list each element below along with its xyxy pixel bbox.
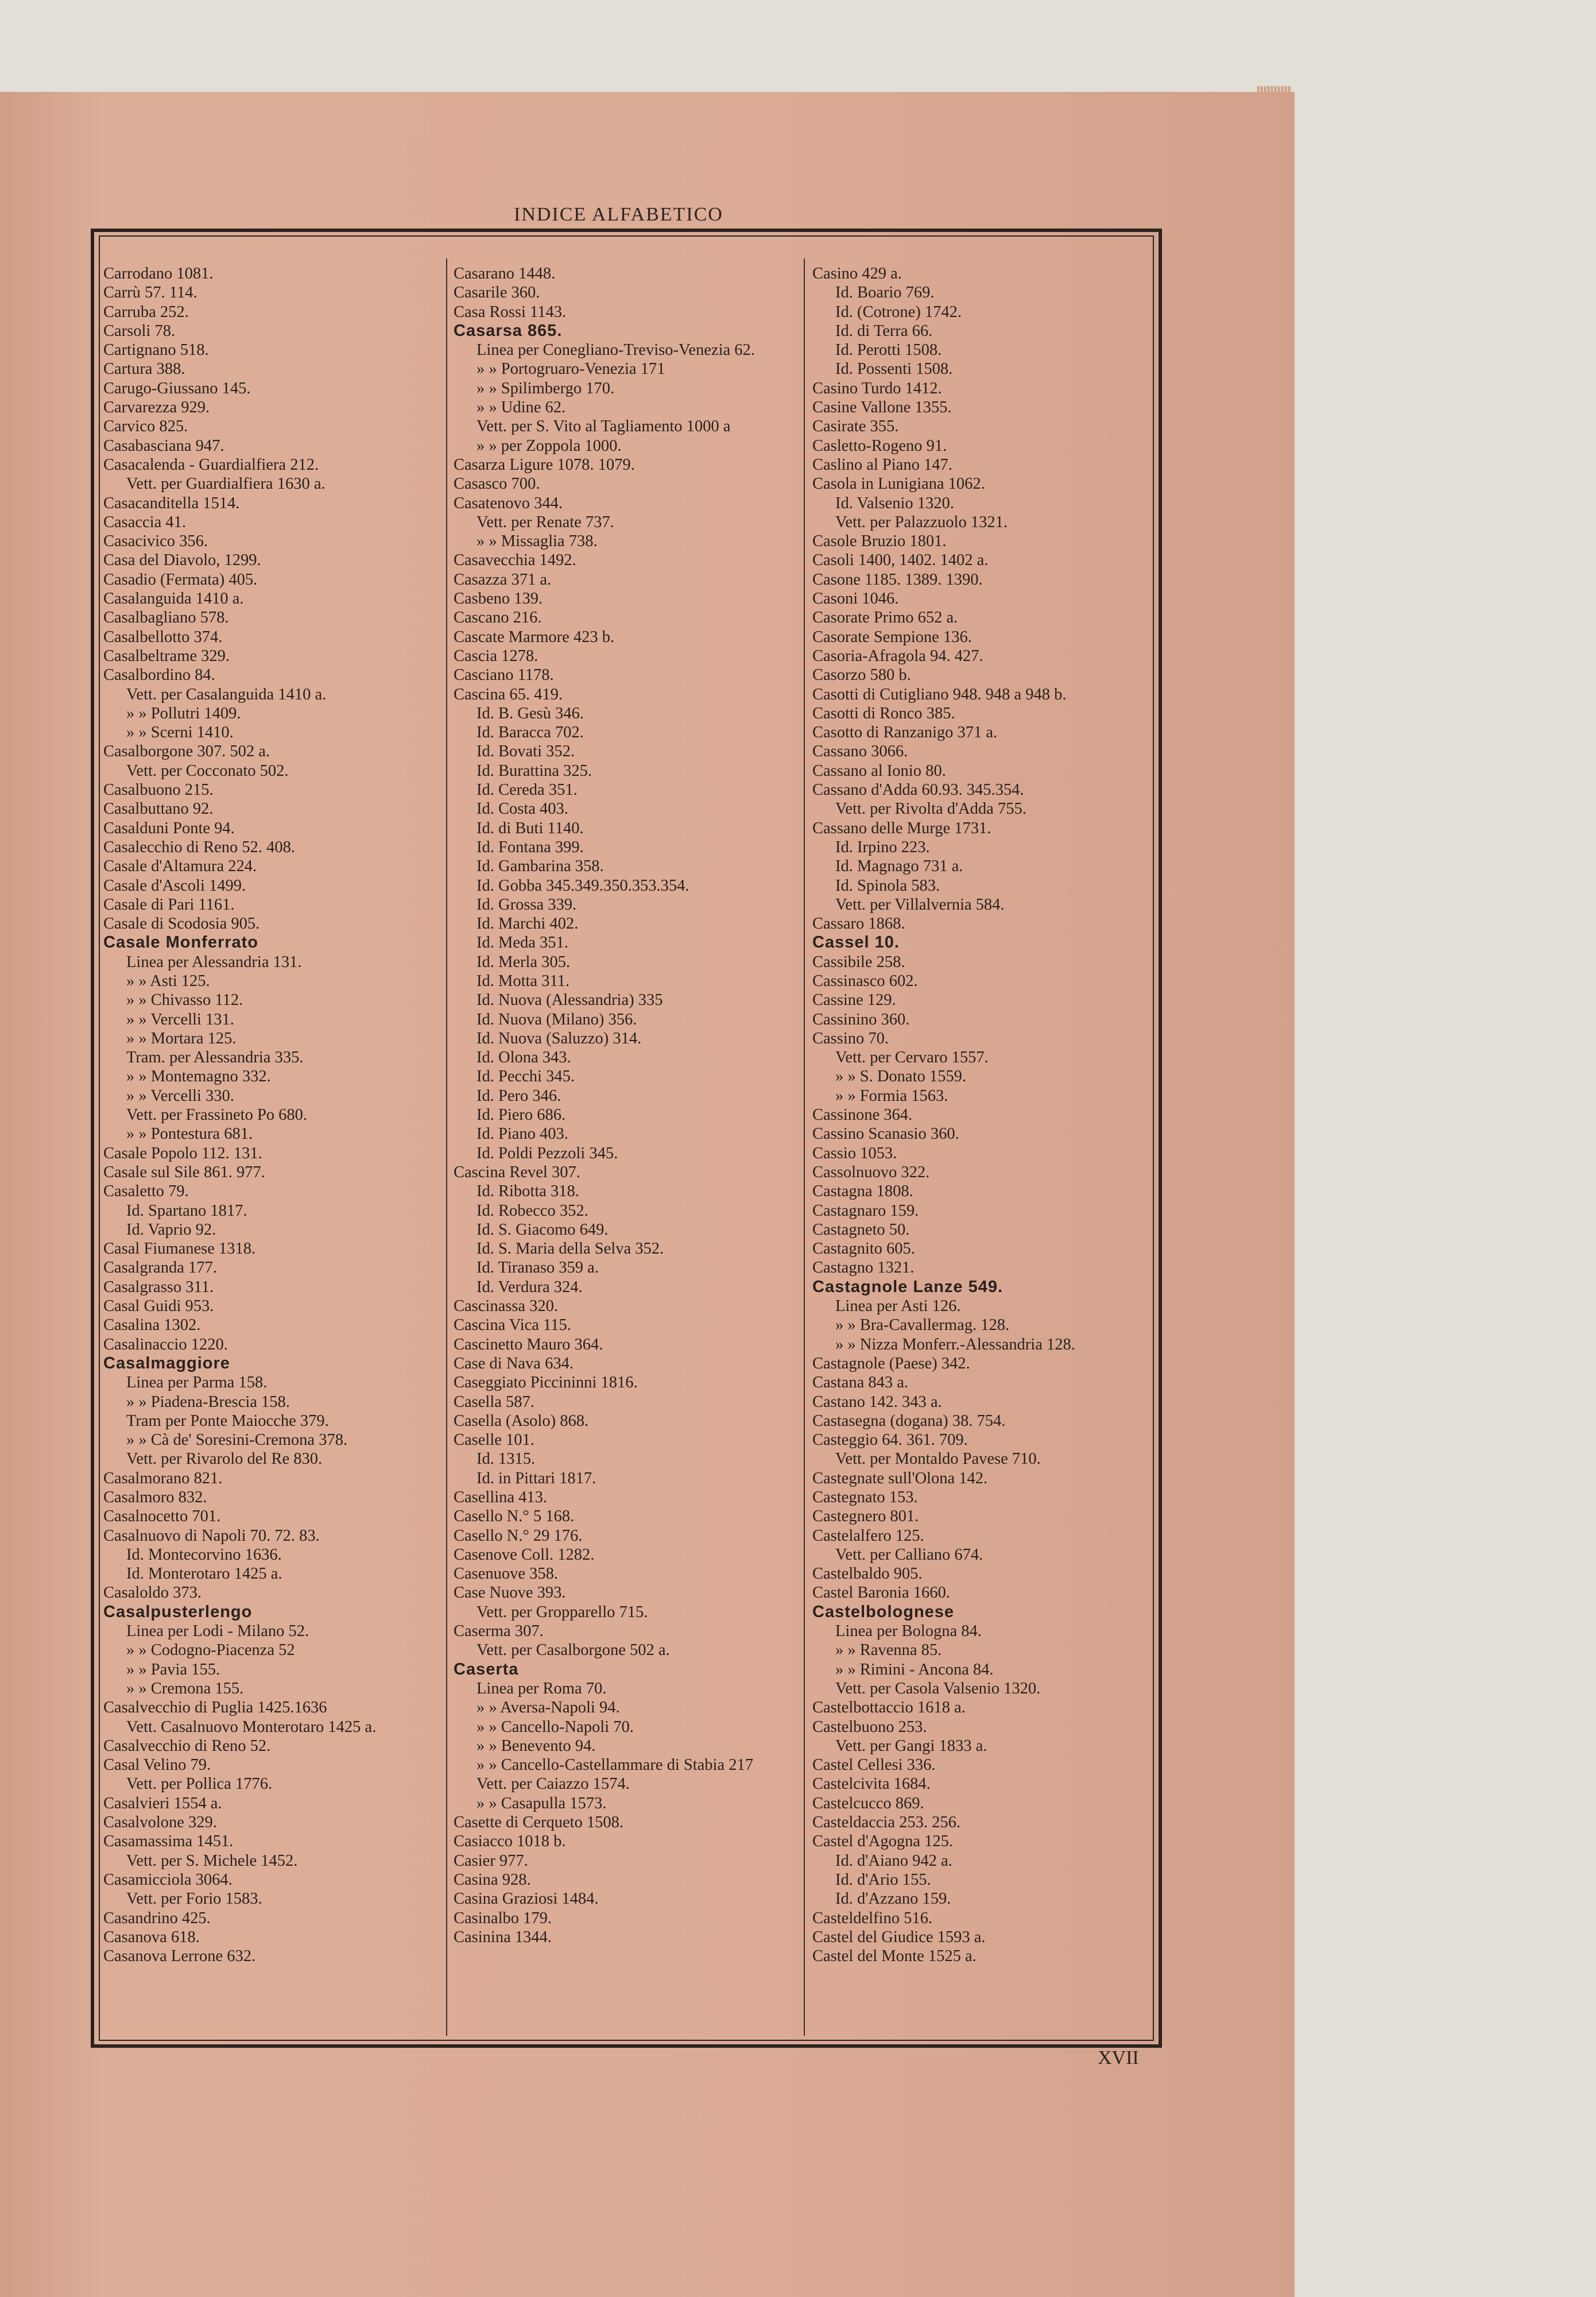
index-entry: Id. Gambarina 358. xyxy=(477,857,604,876)
index-entry: Id. Nuova (Saluzzo) 314. xyxy=(477,1029,642,1047)
index-entry: Id. Perotti 1508. xyxy=(835,341,942,359)
index-entry: Cartignano 518. xyxy=(103,341,209,359)
index-entry: Caselle 101. xyxy=(454,1431,534,1449)
index-entry: Casarile 360. xyxy=(454,284,540,302)
index-entry: Castelbaldo 905. xyxy=(812,1565,923,1583)
index-entry: Castagnito 605. xyxy=(812,1240,915,1258)
index-entry: Casal Velino 79. xyxy=(103,1756,211,1774)
index-entry: Casaloldo 373. xyxy=(103,1584,202,1602)
index-entry: Cassano delle Murge 1731. xyxy=(812,819,991,837)
index-entry: Cassino 70. xyxy=(812,1029,889,1047)
index-entry: Castelbolognese xyxy=(812,1602,955,1621)
index-entry: Casette di Cerqueto 1508. xyxy=(454,1813,624,1832)
index-entry: Casine Vallone 1355. xyxy=(812,399,952,417)
index-entry: Vett. per Rivarolo del Re 830. xyxy=(126,1450,323,1468)
index-entry: Id. Burattina 325. xyxy=(477,761,592,780)
index-entry: Caseggiato Piccininni 1816. xyxy=(454,1374,638,1392)
index-entry: Carvarezza 929. xyxy=(103,399,210,417)
index-entry: Casarsa 865. xyxy=(454,321,563,340)
index-entry: Casorate Sempione 136. xyxy=(812,628,972,646)
index-entry: Id. di Buti 1140. xyxy=(477,819,584,837)
index-entry: » » Cancello-Napoli 70. xyxy=(477,1718,634,1736)
index-entry: Carugo-Giussano 145. xyxy=(103,379,251,397)
index-entry: Casalvolone 329. xyxy=(103,1813,217,1832)
index-entry: Linea per Parma 158. xyxy=(126,1374,268,1392)
index-entry: Vett. per Gangi 1833 a. xyxy=(835,1737,987,1755)
index-entry: Casino Turdo 1412. xyxy=(812,379,942,397)
index-entry: Id. Tiranaso 359 a. xyxy=(477,1259,599,1277)
index-entry: Vett. per Guardialfiera 1630 a. xyxy=(126,475,326,493)
index-entry: Casalvecchio di Puglia 1425.1636 xyxy=(103,1699,327,1717)
index-entry: Casazza 371 a. xyxy=(454,570,552,589)
column-rule-1 xyxy=(446,258,447,2036)
index-entry: Casalanguida 1410 a. xyxy=(103,590,244,608)
index-entry: Id. Motta 311. xyxy=(477,972,570,990)
index-entry: » » Benevento 94. xyxy=(477,1737,596,1755)
index-entry: Carsoli 78. xyxy=(103,322,176,340)
index-entry: Casorate Primo 652 a. xyxy=(812,609,958,627)
index-entry: Casone 1185. 1389. 1390. xyxy=(812,570,983,589)
index-entry: Casina 928. xyxy=(454,1870,531,1889)
index-entry: Castana 843 a. xyxy=(812,1374,908,1392)
index-entry: Id. d'Ario 155. xyxy=(835,1870,931,1889)
index-entry: » » Aversa-Napoli 94. xyxy=(477,1699,620,1717)
index-entry: Carvico 825. xyxy=(103,417,188,436)
index-entry: Vett. per Forio 1583. xyxy=(126,1890,262,1908)
index-entry: Castel Baronia 1660. xyxy=(812,1584,950,1602)
index-entry: Casarano 1448. xyxy=(454,265,556,283)
index-entry: Casatenovo 344. xyxy=(454,494,563,512)
index-entry: Id. Vaprio 92. xyxy=(126,1220,216,1239)
index-entry: Id. Boario 769. xyxy=(835,284,935,302)
index-entry: Casalbuono 215. xyxy=(103,781,214,799)
index-entry: Id. Piero 686. xyxy=(477,1106,566,1124)
index-entry: » » Mortara 125. xyxy=(126,1029,237,1047)
index-entry: Casalmoro 832. xyxy=(103,1488,207,1506)
index-entry: Casalbordino 84. xyxy=(103,666,215,685)
index-entry: Casello N.° 5 168. xyxy=(454,1507,575,1526)
index-entry: Castegnate sull'Olona 142. xyxy=(812,1469,988,1487)
index-entry: Casorzo 580 b. xyxy=(812,666,911,685)
index-entry: Cassinone 364. xyxy=(812,1106,913,1124)
index-entry: Casalborgone 307. 502 a. xyxy=(103,743,270,761)
index-entry: Linea per Conegliano-Treviso-Venezia 62. xyxy=(477,341,755,359)
index-entry: Casale di Scodosia 905. xyxy=(103,915,260,933)
index-entry: Casenuove 358. xyxy=(454,1565,559,1583)
index-entry: Id. d'Aiano 942 a. xyxy=(835,1851,952,1870)
index-entry: » » Formia 1563. xyxy=(835,1086,948,1105)
index-entry: Vett. per Rivolta d'Adda 755. xyxy=(835,800,1026,818)
index-entry: » » Piadena-Brescia 158. xyxy=(126,1393,290,1411)
index-entry: Casoria-Afragola 94. 427. xyxy=(812,647,983,665)
index-entry: Linea per Bologna 84. xyxy=(835,1622,982,1641)
index-entry: Cascia 1278. xyxy=(454,647,539,665)
index-entry: Castagnole Lanze 549. xyxy=(812,1277,1004,1296)
index-entry: Id. Verdura 324. xyxy=(477,1278,583,1296)
index-entry: Cascinassa 320. xyxy=(454,1297,559,1316)
index-entry: Casale Monferrato xyxy=(103,933,259,952)
index-entry: Cascate Marmore 423 b. xyxy=(454,628,615,646)
index-entry: Casbeno 139. xyxy=(454,590,543,608)
index-entry: Casamicciola 3064. xyxy=(103,1870,233,1889)
index-entry: Id. Bovati 352. xyxy=(477,743,575,761)
index-entry: Castagnaro 159. xyxy=(812,1201,919,1220)
index-entry: Id. Baracca 702. xyxy=(477,724,584,742)
index-entry: » » Cà de' Soresini-Cremona 378. xyxy=(126,1431,348,1449)
index-entry: Casotto di Ranzanigo 371 a. xyxy=(812,724,998,742)
index-entry: » » Udine 62. xyxy=(477,399,566,417)
index-entry: Carruba 252. xyxy=(103,303,189,321)
index-entry: Cassaro 1868. xyxy=(812,915,905,933)
index-entry: Cassio 1053. xyxy=(812,1144,897,1162)
index-entry: Vett. per Villalvernia 584. xyxy=(835,895,1005,914)
index-entry: Castel Cellesi 336. xyxy=(812,1756,936,1774)
index-entry: Castagnole (Paese) 342. xyxy=(812,1354,970,1372)
index-entry: Casale sul Sile 861. 977. xyxy=(103,1163,265,1181)
index-entry: Vett. per Casalborgone 502 a. xyxy=(477,1641,670,1660)
index-entry: Cascinetto Mauro 364. xyxy=(454,1335,603,1354)
index-entry: Cassinino 360. xyxy=(812,1010,910,1028)
index-column-1 xyxy=(103,264,439,2033)
index-entry: Casteldaccia 253. 256. xyxy=(812,1813,961,1832)
index-entry: Casalduni Ponte 94. xyxy=(103,819,235,837)
index-entry: Casoni 1046. xyxy=(812,590,899,608)
index-entry: Casalbeltrame 329. xyxy=(103,647,230,665)
index-entry: Castagneto 50. xyxy=(812,1220,910,1239)
index-entry: » » Cremona 155. xyxy=(126,1679,244,1697)
index-entry: Id. 1315. xyxy=(477,1450,536,1468)
index-entry: Cassino Scanasio 360. xyxy=(812,1125,959,1143)
index-entry: » » Codogno-Piacenza 52 xyxy=(126,1641,295,1660)
index-entry: Cascina 65. 419. xyxy=(454,685,563,703)
index-entry: Castagno 1321. xyxy=(812,1259,915,1277)
index-entry: Casotti di Cutigliano 948. 948 a 948 b. xyxy=(812,685,1067,703)
index-entry: Id. Valsenio 1320. xyxy=(835,494,954,512)
index-entry: Vett. per Casalanguida 1410 a. xyxy=(126,685,327,703)
index-entry: Cassano al Ionio 80. xyxy=(812,761,946,780)
index-entry: Casalmorano 821. xyxy=(103,1469,223,1487)
index-entry: Id. Marchi 402. xyxy=(477,915,579,933)
index-entry: Id. Gobba 345.349.350.353.354. xyxy=(477,876,689,895)
index-entry: Id. Merla 305. xyxy=(477,953,571,971)
index-entry: Id. Olona 343. xyxy=(477,1049,571,1067)
index-entry: Castel d'Agogna 125. xyxy=(812,1832,953,1851)
index-entry: » » S. Donato 1559. xyxy=(835,1068,966,1086)
index-entry: Id. Robecco 352. xyxy=(477,1201,588,1220)
index-entry: Vett. per Caiazzo 1574. xyxy=(477,1775,630,1793)
index-entry: Id. Cereda 351. xyxy=(477,781,578,799)
index-entry: Vett. per Pollica 1776. xyxy=(126,1775,273,1793)
index-entry: Casal Guidi 953. xyxy=(103,1297,214,1316)
index-entry: Linea per Asti 126. xyxy=(835,1297,961,1316)
index-entry: » » Chivasso 112. xyxy=(126,991,243,1010)
index-entry: Cascano 216. xyxy=(454,609,542,627)
index-entry: Vett. per Frassineto Po 680. xyxy=(126,1106,308,1124)
index-entry: Tram per Ponte Maiocche 379. xyxy=(126,1412,329,1430)
index-entry: Casciano 1178. xyxy=(454,666,554,685)
index-entry: » » per Zoppola 1000. xyxy=(477,436,622,455)
index-entry: Casinalbo 179. xyxy=(454,1909,552,1927)
index-entry: Casavecchia 1492. xyxy=(454,551,576,570)
index-entry: » » Rimini - Ancona 84. xyxy=(835,1660,994,1679)
index-entry: Id. Pecchi 345. xyxy=(477,1068,575,1086)
index-entry: Id. Meda 351. xyxy=(477,934,568,952)
index-entry: Case Nuove 393. xyxy=(454,1584,566,1602)
index-entry: Casalgrasso 311. xyxy=(103,1278,214,1296)
index-entry: » » Missaglia 738. xyxy=(477,532,598,551)
index-entry: Casteldelfino 516. xyxy=(812,1909,932,1927)
index-entry: Tram. per Alessandria 335. xyxy=(126,1049,304,1067)
index-entry: Id. (Cotrone) 1742. xyxy=(835,303,962,321)
index-entry: Casal Fiumanese 1318. xyxy=(103,1240,256,1258)
index-entry: Casacanditella 1514. xyxy=(103,494,240,512)
index-entry: Vett. per Casola Valsenio 1320. xyxy=(835,1679,1041,1697)
index-entry: Casale di Pari 1161. xyxy=(103,895,235,914)
index-entry: » » Pontestura 681. xyxy=(126,1125,253,1143)
index-entry: » » Pavia 155. xyxy=(126,1660,220,1679)
index-entry: Casoli 1400, 1402. 1402 a. xyxy=(812,551,989,570)
index-entry: Id. Spartano 1817. xyxy=(126,1201,247,1220)
index-entry: Casalgranda 177. xyxy=(103,1259,217,1277)
index-entry: Id. B. Gesù 346. xyxy=(477,704,584,722)
index-entry: Castano 142. 343 a. xyxy=(812,1393,942,1411)
index-entry: Casole Bruzio 1801. xyxy=(812,532,947,551)
index-entry: Casaletto 79. xyxy=(103,1182,189,1201)
index-entry: Id. Grossa 339. xyxy=(477,895,577,914)
index-entry: Casalbellotto 374. xyxy=(103,628,223,646)
index-entry: Id. Piano 403. xyxy=(477,1125,568,1143)
index-entry: Casalnocetto 701. xyxy=(103,1507,221,1526)
index-entry: Castel del Giudice 1593 a. xyxy=(812,1928,986,1946)
index-entry: Casale d'Ascoli 1499. xyxy=(103,876,246,895)
index-entry: Caserma 307. xyxy=(454,1622,544,1641)
index-entry: Carrodano 1081. xyxy=(103,265,214,283)
index-entry: Id. Nuova (Milano) 356. xyxy=(477,1010,637,1028)
index-entry: » » Pollutri 1409. xyxy=(126,704,241,722)
index-entry: Id. Pero 346. xyxy=(477,1086,561,1105)
index-entry: Vett. per Montaldo Pavese 710. xyxy=(835,1450,1041,1468)
index-entry: Casalecchio di Reno 52. 408. xyxy=(103,838,296,856)
index-entry: Casalbagliano 578. xyxy=(103,609,229,627)
index-entry: Id. Possenti 1508. xyxy=(835,360,953,378)
index-entry: Castegnero 801. xyxy=(812,1507,919,1526)
index-entry: » » Cancello-Castellammare di Stabia 217 xyxy=(477,1756,753,1774)
column-rule-2 xyxy=(804,258,805,2036)
index-entry: Casalina 1302. xyxy=(103,1316,201,1335)
index-entry: Id. Irpino 223. xyxy=(835,838,930,856)
index-entry: Id. Montecorvino 1636. xyxy=(126,1545,282,1564)
index-entry: Casiacco 1018 b. xyxy=(454,1832,566,1851)
index-entry: Vett. per Cocconato 502. xyxy=(126,761,289,780)
index-entry: Cassolnuovo 322. xyxy=(812,1163,930,1181)
index-entry: » » Asti 125. xyxy=(126,972,210,990)
index-entry: Casaccia 41. xyxy=(103,513,187,531)
index-entry: Castel del Monte 1525 a. xyxy=(812,1947,977,1966)
index-entry: Vett. per Gropparello 715. xyxy=(477,1603,648,1621)
index-entry: » » Vercelli 330. xyxy=(126,1086,234,1105)
index-entry: Id. Ribotta 318. xyxy=(477,1182,579,1201)
index-entry: Id. d'Azzano 159. xyxy=(835,1890,951,1908)
index-entry: » » Montemagno 332. xyxy=(126,1068,271,1086)
index-entry: Casello N.° 29 176. xyxy=(454,1526,583,1545)
index-entry: Vett. per Calliano 674. xyxy=(835,1545,983,1564)
index-entry: Cartura 388. xyxy=(103,360,185,378)
index-entry: Casalvecchio di Reno 52. xyxy=(103,1737,271,1755)
index-entry: Casale d'Altamura 224. xyxy=(103,857,257,876)
index-entry: Cassel 10. xyxy=(812,933,900,952)
index-entry: Vett. Casalnuovo Monterotaro 1425 a. xyxy=(126,1718,377,1736)
index-column-2 xyxy=(454,264,792,2033)
index-entry: Casa Rossi 1143. xyxy=(454,303,567,321)
index-entry: Cassano 3066. xyxy=(812,743,908,761)
index-entry: Casalvieri 1554 a. xyxy=(103,1794,222,1812)
index-entry: Casacivico 356. xyxy=(103,532,208,551)
index-entry: Casalmaggiore xyxy=(103,1354,230,1372)
index-entry: Id. Fontana 399. xyxy=(477,838,584,856)
index-entry: Casirate 355. xyxy=(812,417,899,436)
index-entry: Linea per Alessandria 131. xyxy=(126,953,302,971)
index-entry: Id. in Pittari 1817. xyxy=(477,1469,596,1487)
index-entry: Cassine 129. xyxy=(812,991,896,1010)
index-entry: Castasegna (dogana) 38. 754. xyxy=(812,1412,1006,1430)
index-entry: Id. Poldi Pezzoli 345. xyxy=(477,1144,618,1162)
index-entry: Casa del Diavolo, 1299. xyxy=(103,551,261,570)
index-entry: Castelbuono 253. xyxy=(812,1718,927,1736)
index-entry: Casotti di Ronco 385. xyxy=(812,704,955,722)
index-entry: Linea per Roma 70. xyxy=(477,1679,607,1697)
running-head: INDICE ALFABETICO xyxy=(514,204,723,225)
index-entry: » » Casapulla 1573. xyxy=(477,1794,607,1812)
index-entry: » » Ravenna 85. xyxy=(835,1641,942,1660)
index-entry: Casino 429 a. xyxy=(812,265,902,283)
index-entry: Id. S. Maria della Selva 352. xyxy=(477,1240,664,1258)
index-entry: Vett. per S. Michele 1452. xyxy=(126,1851,298,1870)
index-entry: Casarza Ligure 1078. 1079. xyxy=(454,455,635,474)
index-entry: » » Scerni 1410. xyxy=(126,724,234,742)
index-entry: Casadio (Fermata) 405. xyxy=(103,570,258,589)
index-entry: Vett. per Palazzuolo 1321. xyxy=(835,513,1008,531)
index-entry: Casandrino 425. xyxy=(103,1909,211,1927)
index-entry: Linea per Lodi - Milano 52. xyxy=(126,1622,309,1641)
index-entry: Id. di Terra 66. xyxy=(835,322,933,340)
index-entry: Caserta xyxy=(454,1660,519,1679)
index-entry: Cascina Vica 115. xyxy=(454,1316,571,1335)
index-entry: Casalinaccio 1220. xyxy=(103,1335,228,1354)
index-entry: Casella (Asolo) 868. xyxy=(454,1412,589,1430)
index-entry: Casalnuovo di Napoli 70. 72. 83. xyxy=(103,1526,320,1545)
index-entry: » » Spilimbergo 170. xyxy=(477,379,615,397)
page-number: XVII xyxy=(1098,2047,1139,2068)
index-entry: Casanova 618. xyxy=(103,1928,200,1946)
index-entry: » » Vercelli 131. xyxy=(126,1010,234,1028)
index-entry: Vett. per Cervaro 1557. xyxy=(835,1049,989,1067)
index-entry: » » Portogruaro-Venezia 171 xyxy=(477,360,665,378)
index-entry: Casamassima 1451. xyxy=(103,1832,234,1851)
index-entry: Casinina 1344. xyxy=(454,1928,552,1946)
index-entry: Casalbuttano 92. xyxy=(103,800,214,818)
index-entry: Castelcucco 869. xyxy=(812,1794,924,1812)
index-entry: Case di Nava 634. xyxy=(454,1354,574,1372)
index-entry: Id. Monterotaro 1425 a. xyxy=(126,1565,282,1583)
index-entry: Casacalenda - Guardialfiera 212. xyxy=(103,455,319,474)
index-entry: Casletto-Rogeno 91. xyxy=(812,436,947,455)
index-entry: Castelalfero 125. xyxy=(812,1526,924,1545)
index-entry: Casale Popolo 112. 131. xyxy=(103,1144,262,1162)
index-entry: Id. Spinola 583. xyxy=(835,876,940,895)
index-entry: Castagna 1808. xyxy=(812,1182,913,1201)
index-entry: Castelcivita 1684. xyxy=(812,1775,931,1793)
index-entry: Id. S. Giacomo 649. xyxy=(477,1220,609,1239)
index-entry: Castelbottaccio 1618 a. xyxy=(812,1699,966,1717)
index-entry: » » Bra-Cavallermag. 128. xyxy=(835,1316,1010,1335)
index-entry: Casabasciana 947. xyxy=(103,436,224,455)
index-entry: Vett. per S. Vito al Tagliamento 1000 a xyxy=(477,417,731,436)
index-entry: Casalpusterlengo xyxy=(103,1602,253,1621)
index-entry: Casenove Coll. 1282. xyxy=(454,1545,595,1564)
index-entry: Casina Graziosi 1484. xyxy=(454,1890,599,1908)
index-entry: Carrù 57. 114. xyxy=(103,284,197,302)
index-entry: Casanova Lerrone 632. xyxy=(103,1947,256,1966)
index-entry: Cassinasco 602. xyxy=(812,972,918,990)
index-entry: Id. Costa 403. xyxy=(477,800,568,818)
index-entry: Casteggio 64. 361. 709. xyxy=(812,1431,968,1449)
index-entry: Cascina Revel 307. xyxy=(454,1163,580,1181)
index-entry: Casasco 700. xyxy=(454,475,540,493)
index-entry: Casellina 413. xyxy=(454,1488,548,1506)
index-entry: Casier 977. xyxy=(454,1851,528,1870)
index-entry: Cassibile 258. xyxy=(812,953,905,971)
index-entry: Casola in Lunigiana 1062. xyxy=(812,475,985,493)
index-entry: Id. Magnago 731 a. xyxy=(835,857,963,876)
index-entry: Caslino al Piano 147. xyxy=(812,455,952,474)
index-entry: Castegnato 153. xyxy=(812,1488,918,1506)
index-entry: Id. Nuova (Alessandria) 335 xyxy=(477,991,663,1010)
index-entry: Vett. per Renate 737. xyxy=(477,513,614,531)
index-column-3 xyxy=(812,264,1151,2033)
index-entry: » » Nizza Monferr.-Alessandria 128. xyxy=(835,1335,1075,1354)
index-entry: Casella 587. xyxy=(454,1393,534,1411)
index-entry: Cassano d'Adda 60.93. 345.354. xyxy=(812,781,1024,799)
